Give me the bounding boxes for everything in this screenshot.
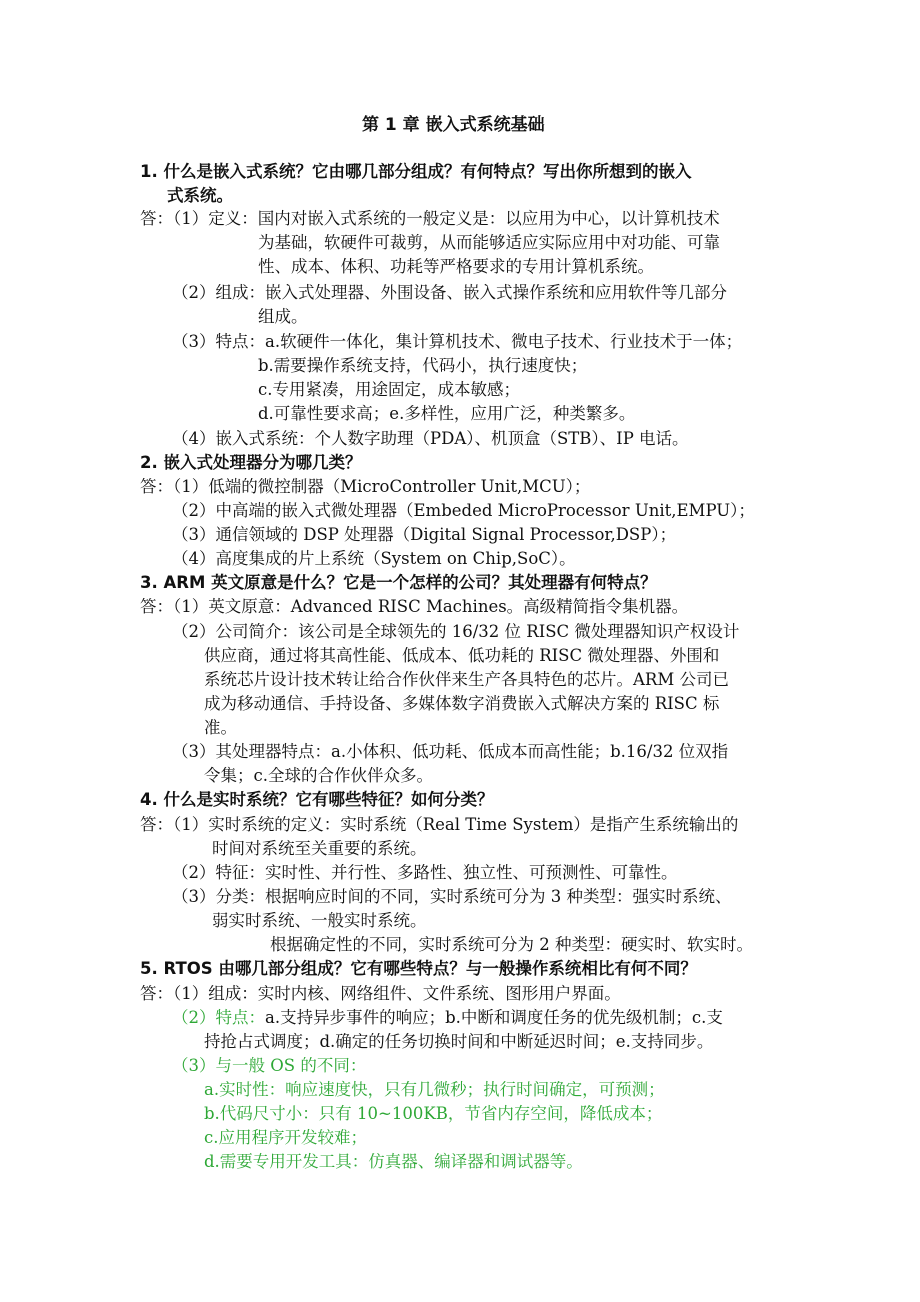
q3-answer-line: 准。: [204, 718, 237, 737]
q5-diff-line: c.应用程序开发较难；: [204, 1128, 367, 1147]
chapter-title: 第 1 章 嵌入式系统基础: [362, 115, 545, 135]
q5-feature-text: a.支持异步事件的响应；b.中断和调度任务的优先级机制；c.支: [265, 1008, 723, 1027]
q2-answer-line: （2）中高端的嵌入式微处理器（Embeded MicroProcessor Unit,EMPU）；: [172, 501, 755, 520]
q3-answer-line: 令集；c.全球的合作伙伴众多。: [204, 766, 433, 785]
q1-feat-line: c.专用紧凑，用途固定，成本敏感；: [258, 380, 520, 399]
q1-examples-line: （4）嵌入式系统：个人数字助理（PDA）、机顶盒（STB）、IP 电话。: [172, 429, 689, 448]
q4-answer-line: 根据确定性的不同，实时系统可分为 2 种类型：硬实时、软实时。: [270, 935, 753, 954]
q1-def-line: 性、成本、体积、功耗等严格要求的专用计算机系统。: [258, 257, 654, 276]
q5-answer-line: 答：（1）组成：实时内核、网络组件、文件系统、图形用户界面。: [140, 984, 621, 1003]
q1-comp-line: 组成。: [258, 307, 308, 326]
q1-question-line: 式系统。: [167, 186, 233, 205]
q5-diff-line: a.实时性：响应速度快，只有几微秒；执行时间确定，可预测；: [204, 1080, 665, 1099]
q2-answer-line: （4）高度集成的片上系统（System on Chip,SoC）。: [172, 549, 576, 568]
q5-diff-line: （3）与一般 OS 的不同：: [172, 1056, 367, 1075]
q3-answer-line: （3）其处理器特点：a.小体积、低功耗、低成本而高性能；b.16/32 位双指: [172, 742, 729, 761]
q5-answer-line: 持抢占式调度；d.确定的任务切换时间和中断延迟时间；e.支持同步。: [204, 1032, 714, 1051]
q1-def-line: 为基础，软硬件可裁剪，从而能够适应实际应用中对功能、可靠: [258, 233, 720, 252]
q4-question-line: 4. 什么是实时系统？它有哪些特征？如何分类？: [140, 790, 494, 809]
q4-answer-line: 答：（1）实时系统的定义：实时系统（Real Time System）是指产生系统输出的: [140, 815, 739, 834]
q4-answer-line: 弱实时系统、一般实时系统。: [212, 911, 427, 930]
q5-question-line: 5. RTOS 由哪几部分组成？它有哪些特点？与一般操作系统相比有何不同？: [140, 959, 697, 978]
q1-def-line: 答：（1）定义：国内对嵌入式系统的一般定义是：以应用为中心，以计算机技术: [140, 209, 720, 228]
q1-feat-line: d.可靠性要求高；e.多样性，应用广泛，种类繁多。: [258, 404, 636, 423]
q3-question-line: 3. ARM 英文原意是什么？它是一个怎样的公司？其处理器有何特点？: [140, 573, 657, 592]
q5-diff-line: b.代码尺寸小：只有 10~100KB，节省内存空间，降低成本；: [204, 1104, 663, 1123]
q1-comp-line: （2）组成：嵌入式处理器、外围设备、嵌入式操作系统和应用软件等几部分: [172, 283, 727, 302]
q5-diff-line: d.需要专用开发工具：仿真器、编译器和调试器等。: [204, 1152, 583, 1171]
q5-answer-line: [172, 1007, 723, 1029]
q3-answer-line: （2）公司简介：该公司是全球领先的 16/32 位 RISC 微处理器知识产权设计: [172, 622, 740, 641]
q5-feature-label: （2）特点：: [172, 1008, 265, 1027]
q1-question-line: 1. 什么是嵌入式系统？它由哪几部分组成？有何特点？写出你所想到的嵌入: [140, 162, 692, 181]
q2-question-line: 2. 嵌入式处理器分为哪几类？: [140, 453, 362, 472]
q4-answer-line: （2）特征：实时性、并行性、多路性、独立性、可预测性、可靠性。: [172, 863, 678, 882]
q1-feat-line: （3）特点：a.软硬件一体化，集计算机技术、微电子技术、行业技术于一体；: [172, 332, 743, 351]
q2-answer-line: （3）通信领域的 DSP 处理器（Digital Signal Processor,DSP）；: [172, 525, 677, 544]
q4-answer-line: 时间对系统至关重要的系统。: [212, 839, 427, 858]
q3-answer-line: 答：（1）英文原意：Advanced RISC Machines。高级精简指令集机器。: [140, 597, 689, 616]
q2-answer-line: 答：（1）低端的微控制器（MicroController Unit,MCU）；: [140, 477, 591, 496]
q3-answer-line: 成为移动通信、手持设备、多媒体数字消费嵌入式解决方案的 RISC 标: [204, 694, 720, 713]
q1-feat-line: b.需要操作系统支持，代码小，执行速度快；: [258, 356, 588, 375]
q3-answer-line: 供应商，通过将其高性能、低成本、低功耗的 RISC 微处理器、外围和: [204, 646, 720, 665]
q3-answer-line: 系统芯片设计技术转让给合作伙伴来生产各具特色的芯片。ARM 公司已: [204, 670, 729, 689]
q4-answer-line: （3）分类：根据响应时间的不同，实时系统可分为 3 种类型：强实时系统、: [172, 887, 732, 906]
